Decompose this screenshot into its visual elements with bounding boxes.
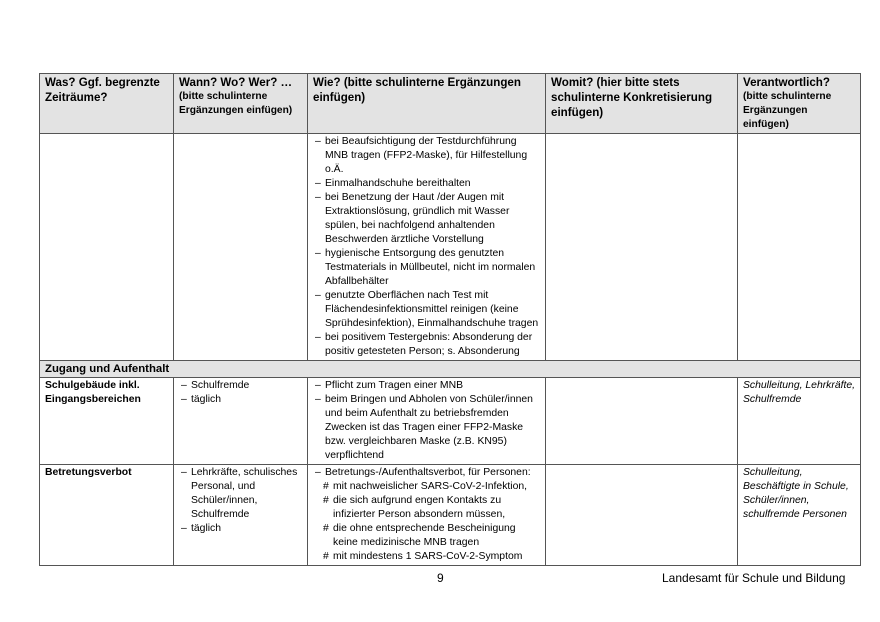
cell-responsible [738,134,861,361]
footer-organization: Landesamt für Schule und Bildung [662,571,846,585]
list-item: – Betretungs-/Aufenthaltsverbot, für Personen: [315,467,531,478]
list-item: – bei positivem Testergebnis: Absonderung der positiv getesteten Person; s. Absonderung [315,332,533,357]
topic-entry-ban: Betretungsverbot [40,465,174,566]
cell-how [308,378,546,465]
list-item: – Schulfremde [181,380,250,391]
cell-how [308,465,546,566]
list-item: # mit nachweislicher SARS-CoV-2-Infektion, [323,481,528,492]
cell-what [40,134,174,361]
header-when: Wann? Wo? Wer? … (bitte schulinterne Ergänzungen einfügen) [174,74,308,134]
list-item: – Lehrkräfte, schulisches Personal, und Schüler/innen, Schulfremde [181,467,298,520]
test-procedure-list [313,135,541,359]
measures-table [39,73,861,566]
list-item: – Einmalhandschuhe bereithalten [315,178,471,189]
list-item: – bei Benetzung der Haut /der Augen mit Extraktionslösung, gründlich mit Wasser spülen, bei nachfolgend anhaltenden Beschwerden ärztliche Vorstellung [315,192,510,245]
header-how: Wie? (bitte schulinterne Ergänzungen einfügen) [308,74,546,134]
cell-with-what [546,465,738,566]
page-number: 9 [437,571,444,585]
cell-with-what [546,134,738,361]
cell-when [174,378,308,465]
list-item: # die ohne entsprechende Bescheinigung keine medizinische MNB tragen [323,523,516,548]
cell-responsible: Schulleitung, Lehrkräfte, Schulfremde [738,378,861,465]
cell-responsible: Schulleitung, Beschäftigte in Schule, Schüler/innen, schulfremde Personen [738,465,861,566]
header-what: Was? Ggf. begrenzte Zeiträume? [40,74,174,134]
topic-school-building: Schulgebäude inkl. Eingangsbereichen [40,378,174,465]
cell-when [174,465,308,566]
list-item: – täglich [181,394,222,405]
list-item: – hygienische Entsorgung des genutzten Testmaterials in Müllbeutel, nicht im normalen Abfallbehälter [315,248,536,287]
section-title: Zugang und Aufenthalt [40,361,861,378]
cell-with-what [546,378,738,465]
table-row [40,378,861,465]
table-header-row [40,74,861,134]
table-row [40,134,861,361]
list-item: # mit mindestens 1 SARS-CoV-2-Symptom [323,551,523,562]
cell-when [174,134,308,361]
header-responsible: Verantwortlich? (bitte schulinterne Ergänzungen einfügen) [738,74,861,134]
section-row [40,361,861,378]
list-item: – beim Bringen und Abholen von Schüler/innen und beim Aufenthalt zu betriebsfremden Zwecken ist das Tragen einer FFP2-Maske bzw. vergleichbaren Maske (z.B. KN95) verpflichtend [315,394,533,461]
list-item: – genutzte Oberflächen nach Test mit Flächendesinfektionsmittel reinigen (keine Sprühdesinfektion), Einmalhandschuhe tragen [315,290,539,329]
list-item: # die sich aufgrund engen Kontakts zu infizierter Person absondern müssen, [323,495,506,520]
list-item: – Pflicht zum Tragen einer MNB [315,380,464,391]
list-item: – bei Beaufsichtigung der Testdurchführung MNB tragen (FFP2-Maske), für Hilfestellung o.Ä. [315,136,528,175]
list-item: – täglich [181,523,222,534]
table-row [40,465,861,566]
header-with-what: Womit? (hier bitte stets schulinterne Konkretisierung einfügen) [546,74,738,134]
cell-how [308,134,546,361]
